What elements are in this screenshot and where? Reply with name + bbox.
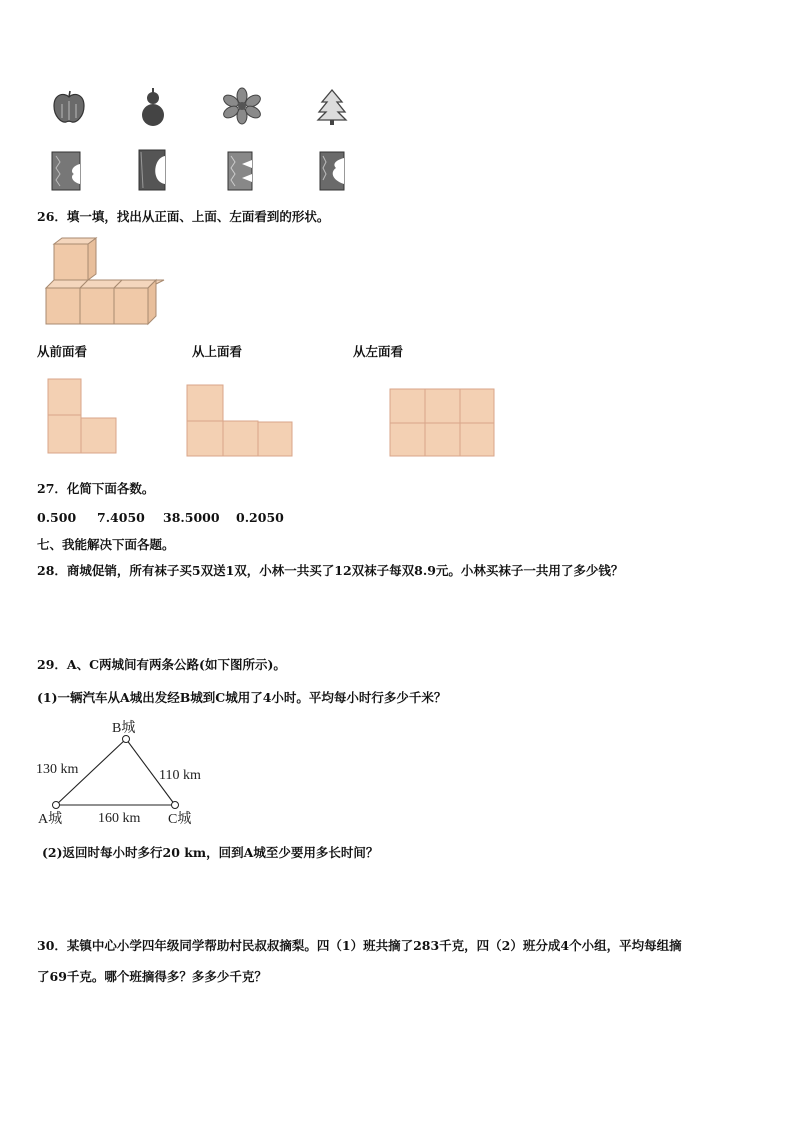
- pine-tree-shape-icon: [316, 88, 348, 126]
- section-7-heading: 七、我能解决下面各题。: [37, 537, 175, 552]
- distance-bc-label: 110 km: [159, 768, 201, 783]
- question-26-text: 26．填一填，找出从正面、上面、左面看到的形状。: [37, 209, 330, 224]
- question-30-line-2: 了69千克。哪个班摘得多？多多少千克？: [37, 969, 267, 984]
- decimal-number: 0.2050: [236, 510, 284, 525]
- question-28-text: 28．商城促销，所有袜子买5双送1双，小林一共买了12双袜子每双8.9元。小林买袜子一共用了多少钱？: [37, 563, 624, 578]
- gourd-shape-icon: [137, 88, 169, 128]
- folded-paper-cutout-2-icon: [135, 148, 169, 192]
- question-27-text: 27．化简下面各数。: [37, 481, 155, 496]
- question-29-text: 29．A、C两城间有两条公路(如下图所示)。: [37, 657, 286, 672]
- view-label-top: 从上面看: [192, 344, 243, 359]
- folded-paper-cutout-1-icon: [50, 150, 84, 192]
- distance-ab-label: 130 km: [36, 762, 79, 777]
- decimal-number: 7.4050: [97, 510, 145, 525]
- city-c-label: C城: [168, 812, 192, 827]
- decimal-number: 38.5000: [163, 510, 220, 525]
- question-30-line-1: 30．某镇中心小学四年级同学帮助村民叔叔摘梨。四（1）班共摘了283千克，四（2）班分成4个小组，平均每组摘: [37, 938, 682, 953]
- cube-stack-figure: [44, 236, 168, 328]
- decimal-number: 0.500: [37, 510, 77, 525]
- front-view-shape: [47, 378, 119, 456]
- folded-paper-cutout-3-icon: [226, 150, 254, 192]
- top-view-shape: [186, 384, 296, 458]
- folded-paper-cutout-4-icon: [318, 150, 346, 192]
- question-29-part-2: (2)返回时每小时多行20 km，回到A城至少要用多长时间？: [42, 845, 379, 860]
- view-label-front: 从前面看: [37, 344, 88, 359]
- distance-ac-label: 160 km: [98, 811, 141, 826]
- city-a-label: A城: [38, 812, 63, 827]
- view-label-left: 从左面看: [353, 344, 404, 359]
- flower-shape-icon: [222, 88, 262, 124]
- question-29-part-1: (1)一辆汽车从A城出发经B城到C城用了4小时。平均每小时行多少千米？: [37, 690, 447, 705]
- triangle-route-diagram: [34, 716, 224, 830]
- city-b-label: B城: [112, 721, 136, 736]
- left-view-shape: [389, 388, 497, 458]
- apple-shape-icon: [50, 88, 88, 126]
